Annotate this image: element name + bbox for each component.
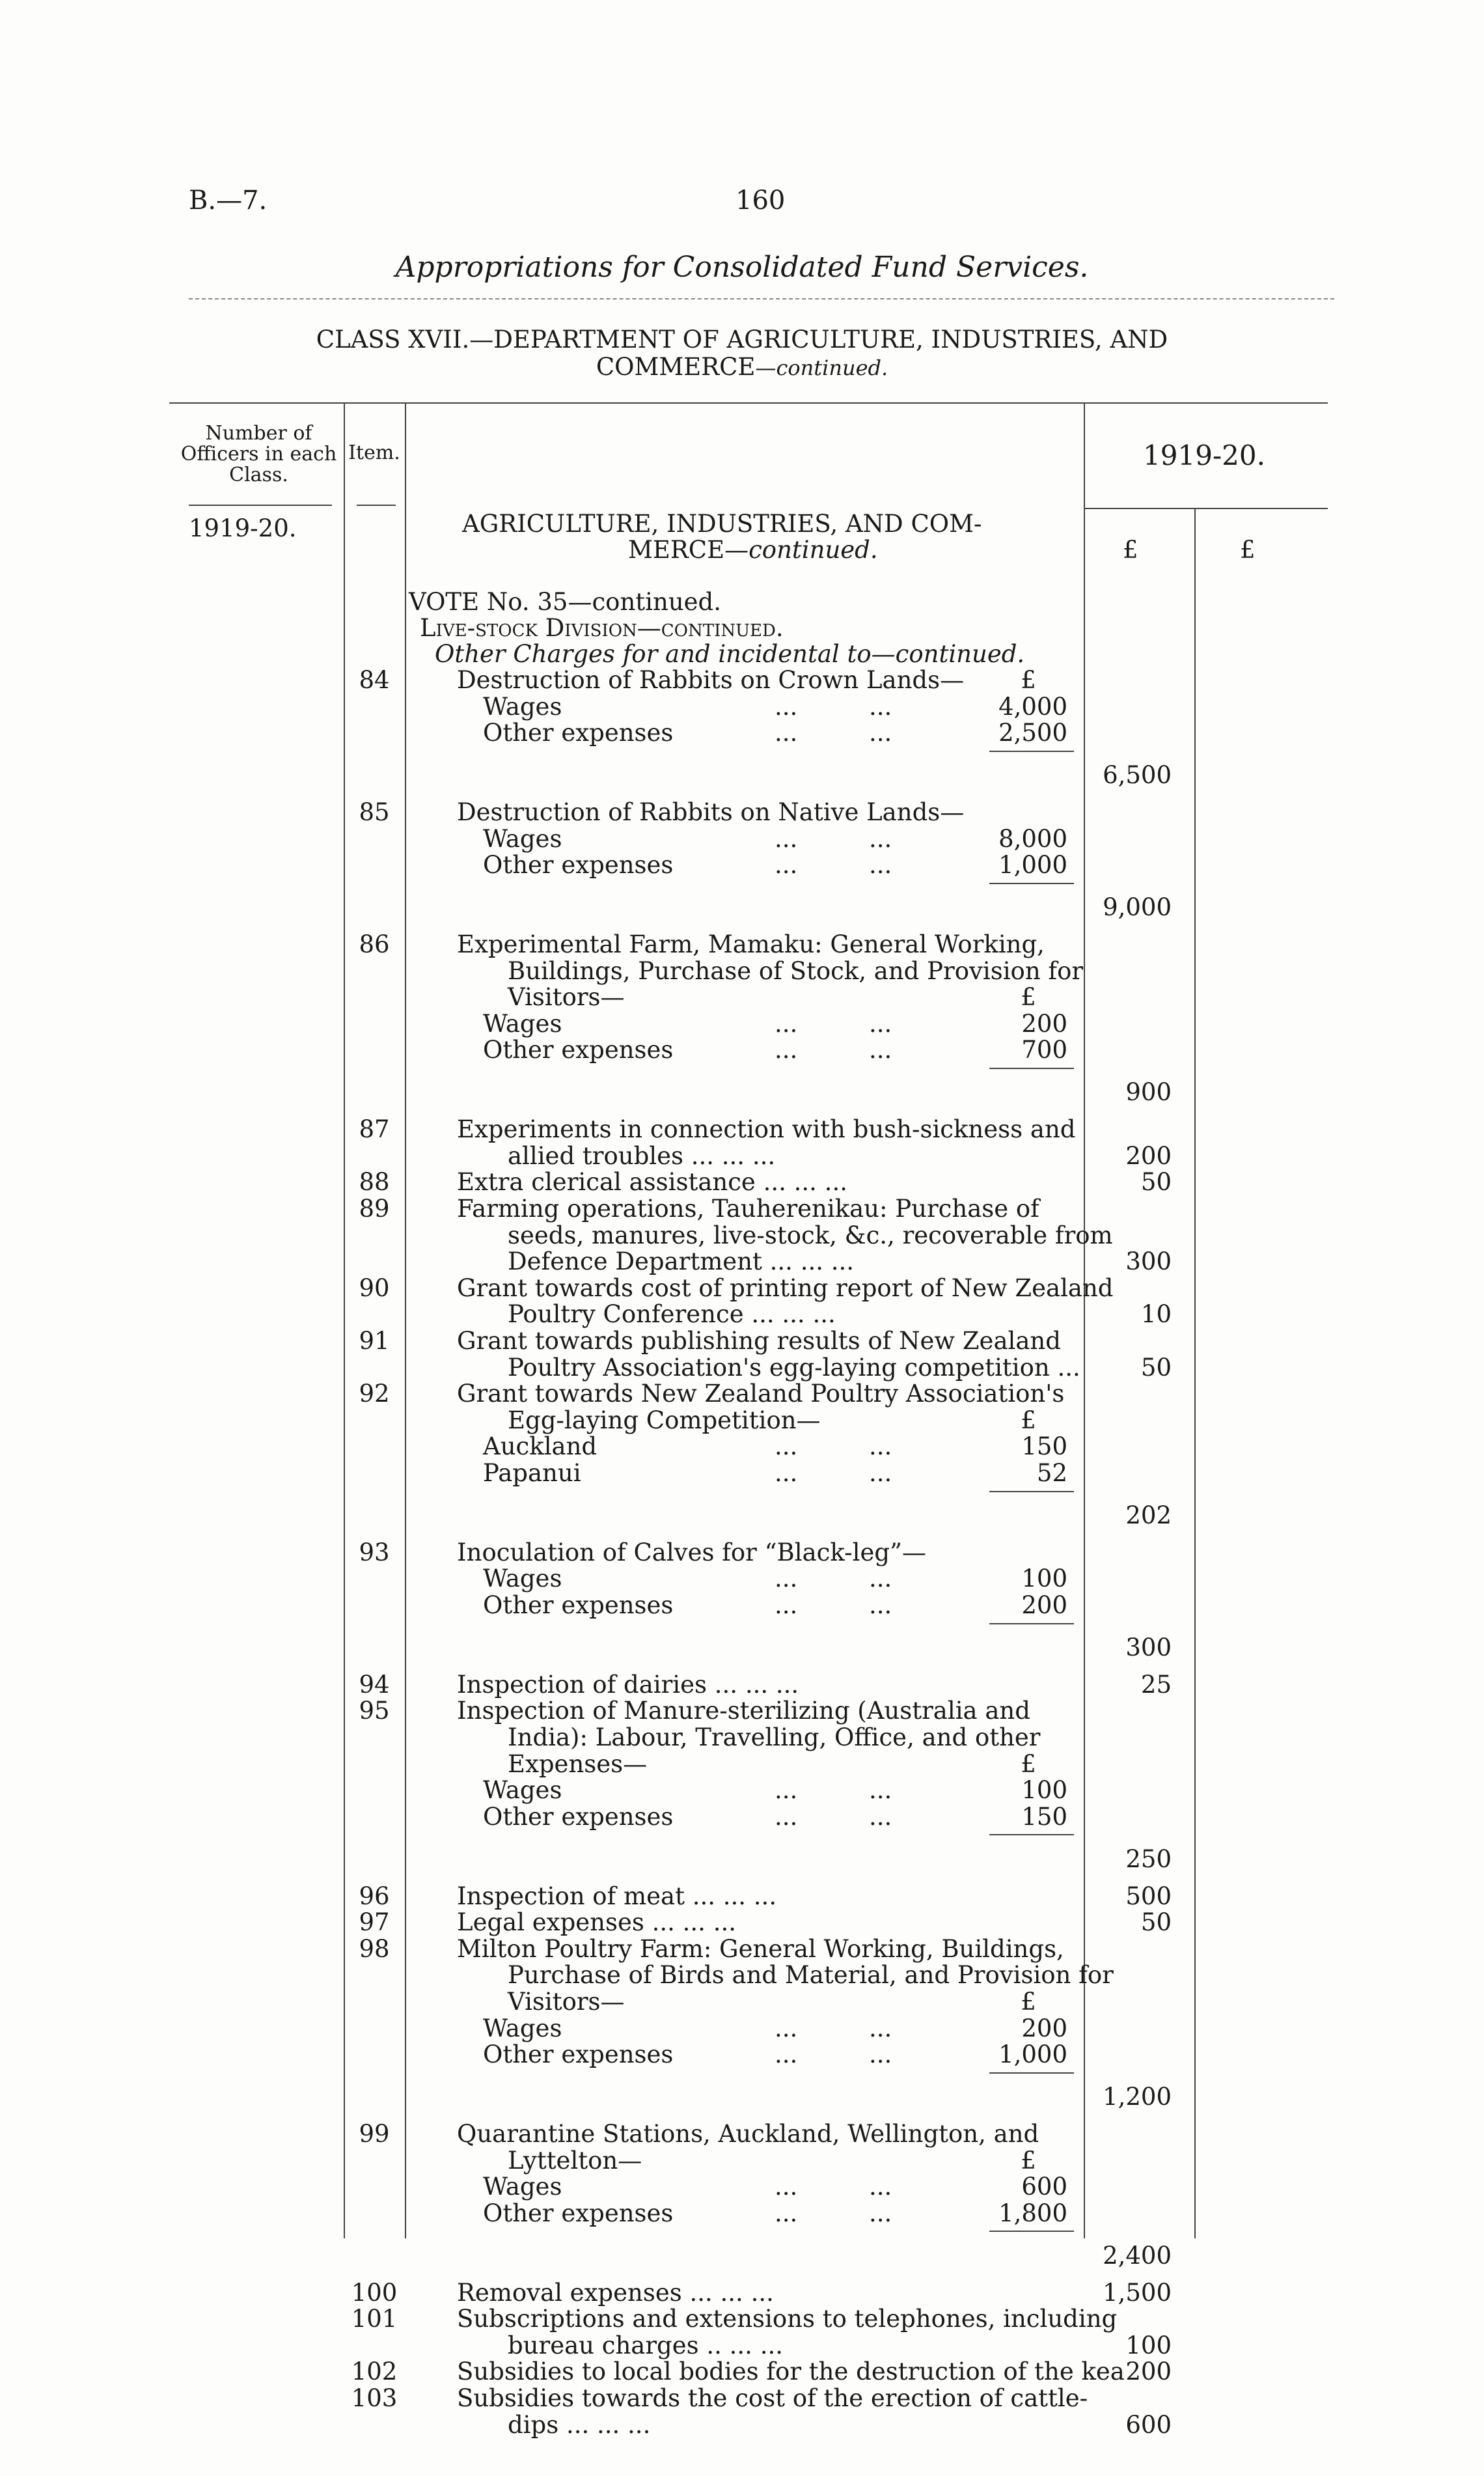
item-description: Subsidies towards the cost of the erection of cattle- (457, 2384, 1088, 2412)
item-number: 92 (359, 1380, 390, 1408)
item-total: 50 (1140, 1354, 1172, 1382)
sub-item-label: Wages (483, 1010, 562, 1038)
item-description: Destruction of Rabbits on Native Lands— (457, 798, 965, 826)
pound-sign: £ (1021, 2147, 1036, 2175)
subtotal-rule (989, 751, 1074, 752)
pound-sign-col1: £ (1123, 536, 1138, 564)
item-description: Subscriptions and extensions to telephones, including (457, 2305, 1118, 2333)
sub-item-amount: 200 (1021, 1591, 1067, 1619)
item-total: 50 (1140, 1168, 1172, 1196)
item-description: India): Labour, Travelling, Office, and other (508, 1723, 1041, 1751)
header-year: 1919-20. (1143, 439, 1265, 471)
item-number: 103 (351, 2384, 398, 2412)
col-line-amount (1194, 508, 1196, 2238)
header-officers: Number of Officers in each Class. (180, 422, 337, 486)
item-description: Poultry Association's egg-laying competition ... (508, 1354, 1080, 1382)
item-description: Lyttelton— (508, 2147, 642, 2175)
item-description: Expenses— (508, 1750, 648, 1778)
item-total: 250 (1125, 1845, 1172, 1873)
subtotal-rule (989, 1068, 1074, 1069)
sub-item-amount: 8,000 (998, 825, 1067, 853)
dots: ... (775, 2014, 798, 2042)
dots: ... (775, 2199, 798, 2227)
item-total: 2,400 (1103, 2242, 1172, 2270)
dots: ... (775, 1776, 798, 1804)
item-description: Inspection of Manure-sterilizing (Australia and (457, 1697, 1030, 1725)
sub-item-label: Other expenses (483, 2040, 674, 2068)
item-total: 50 (1140, 1908, 1172, 1936)
section-title-line2 (628, 537, 878, 563)
item-number: 101 (351, 2305, 398, 2333)
item-number: 86 (359, 930, 390, 958)
item-description: Experiments in connection with bush-sickness and (457, 1115, 1076, 1143)
sub-item-amount: 100 (1021, 1565, 1067, 1593)
dots: ... (869, 2199, 892, 2227)
dots: ... (869, 851, 892, 879)
item-description: Egg-laying Competition— (508, 1406, 821, 1434)
sub-item-label: Wages (483, 693, 562, 721)
item-description: Inspection of dairies ... ... ... (457, 1671, 799, 1699)
table-top-rule (169, 402, 1328, 404)
dots: ... (869, 1036, 892, 1064)
dots: ... (869, 1565, 892, 1593)
subtotal-rule (989, 1834, 1074, 1835)
dots: ... (775, 825, 798, 853)
sub-item-label: Auckland (483, 1432, 598, 1460)
item-number: 85 (359, 798, 390, 826)
item-total: 202 (1125, 1501, 1172, 1529)
sub-item-amount: 4,000 (998, 693, 1067, 721)
item-total: 500 (1125, 1882, 1172, 1910)
item-description: Buildings, Purchase of Stock, and Provision for (508, 957, 1084, 985)
item-number: 94 (359, 1671, 390, 1699)
item-total: 100 (1125, 2331, 1172, 2359)
dots: ... (775, 1010, 798, 1038)
item-description: Milton Poultry Farm: General Working, Buildings, (457, 1935, 1064, 1963)
vote-heading: VOTE No. 35—continued. (409, 588, 721, 616)
dots: ... (869, 2040, 892, 2068)
item-number: 88 (359, 1168, 390, 1196)
item-number: 84 (359, 666, 390, 694)
sub-item-amount: 150 (1021, 1803, 1067, 1831)
dots: ... (869, 1803, 892, 1831)
item-description: Farming operations, Tauherenikau: Purchase of (457, 1195, 1039, 1223)
dots: ... (869, 1459, 892, 1487)
sub-item-amount: 600 (1021, 2173, 1067, 2201)
sub-item-amount: 100 (1021, 1776, 1067, 1804)
item-description: seeds, manures, live-stock, &c., recoverable from (508, 1221, 1113, 1249)
header-rule-officers (189, 505, 332, 506)
item-total: 1,200 (1103, 2083, 1172, 2111)
dots: ... (775, 851, 798, 879)
col-line-officers (344, 402, 345, 2238)
item-description: Grant towards cost of printing report of New Zealand (457, 1274, 1114, 1302)
sub-item-amount: 700 (1021, 1036, 1067, 1064)
class-title-line2 (0, 353, 1484, 381)
item-description: Visitors— (508, 983, 625, 1011)
item-description: Grant towards New Zealand Poultry Association's (457, 1380, 1065, 1408)
item-description: Grant towards publishing results of New Zealand (457, 1327, 1061, 1355)
item-description: Poultry Conference ... ... ... (508, 1300, 836, 1328)
item-description: Inoculation of Calves for “Black-leg”— (457, 1538, 926, 1566)
dots: ... (869, 1776, 892, 1804)
class-title-continued: —continued. (755, 355, 888, 380)
dots: ... (775, 1432, 798, 1460)
item-number: 89 (359, 1195, 390, 1223)
subtotal-rule (989, 1623, 1074, 1624)
item-number: 100 (351, 2279, 398, 2307)
dots: ... (775, 1803, 798, 1831)
sub-item-amount: 200 (1021, 1010, 1067, 1038)
sub-item-amount: 1,000 (998, 851, 1067, 879)
subtotal-rule (989, 1491, 1074, 1492)
sub-item-label: Wages (483, 2014, 562, 2042)
item-description: Subsidies to local bodies for the destruction of the kea (457, 2358, 1125, 2386)
sub-item-label: Other expenses (483, 1803, 674, 1831)
item-description: Extra clerical assistance ... ... ... (457, 1168, 847, 1196)
item-total: 25 (1140, 1671, 1172, 1699)
other-charges-heading: Other Charges for and incidental to—continued. (435, 640, 1025, 668)
item-description: Visitors— (508, 1988, 625, 2016)
item-total: 200 (1125, 1142, 1172, 1170)
item-total: 600 (1125, 2411, 1172, 2439)
dots: ... (869, 1591, 892, 1619)
item-total: 9,000 (1103, 893, 1172, 921)
header-item: Item. (348, 441, 400, 464)
dots: ... (775, 2173, 798, 2201)
dots: ... (775, 719, 798, 747)
item-description: Legal expenses ... ... ... (457, 1908, 736, 1936)
item-number: 97 (359, 1908, 390, 1936)
item-number: 87 (359, 1115, 390, 1143)
pound-sign: £ (1021, 983, 1036, 1011)
item-description: Purchase of Birds and Material, and Provision for (508, 1961, 1114, 1989)
sub-item-label: Wages (483, 1565, 562, 1593)
dots: ... (775, 1591, 798, 1619)
item-total: 200 (1125, 2358, 1172, 2386)
item-number: 90 (359, 1274, 390, 1302)
pound-sign: £ (1021, 1750, 1036, 1778)
sub-item-label: Other expenses (483, 719, 674, 747)
pound-sign: £ (1021, 666, 1036, 694)
sub-item-amount: 150 (1021, 1432, 1067, 1460)
item-description: Defence Department ... ... ... (508, 1247, 855, 1275)
sub-item-label: Wages (483, 1776, 562, 1804)
item-description: Inspection of meat ... ... ... (457, 1882, 777, 1910)
item-description: Quarantine Stations, Auckland, Wellington, and (457, 2120, 1039, 2148)
page-ref: B.—7. (189, 186, 268, 216)
sub-item-label: Wages (483, 2173, 562, 2201)
officers-year: 1919-20. (189, 514, 297, 542)
dots: ... (869, 1432, 892, 1460)
item-total: 300 (1125, 1634, 1172, 1662)
item-number: 93 (359, 1538, 390, 1566)
dots: ... (775, 1565, 798, 1593)
item-total: 6,500 (1103, 761, 1172, 789)
item-description: Destruction of Rabbits on Crown Lands— (457, 666, 965, 694)
rule-dashed (189, 298, 1334, 299)
pound-sign: £ (1021, 1406, 1036, 1434)
dots: ... (869, 825, 892, 853)
item-number: 102 (351, 2358, 398, 2386)
sub-item-label: Other expenses (483, 1036, 674, 1064)
subtotal-rule (989, 883, 1074, 884)
class-title-commerce: COMMERCE (596, 353, 756, 381)
dots: ... (869, 719, 892, 747)
sub-item-label: Other expenses (483, 2199, 674, 2227)
sub-item-amount: 1,000 (998, 2040, 1067, 2068)
dots: ... (775, 1459, 798, 1487)
dots: ... (869, 693, 892, 721)
pound-sign-col2: £ (1240, 536, 1256, 564)
section-title-merce: MERCE (628, 536, 725, 564)
item-number: 96 (359, 1882, 390, 1910)
dots: ... (869, 2014, 892, 2042)
dots: ... (775, 2040, 798, 2068)
sub-item-label: Papanui (483, 1459, 581, 1487)
dots: ... (869, 2173, 892, 2201)
section-title-continued: —continued. (724, 536, 878, 564)
item-total: 10 (1140, 1300, 1172, 1328)
item-number: 95 (359, 1697, 390, 1725)
item-description: dips ... ... ... (508, 2411, 651, 2439)
subtotal-rule (989, 2072, 1074, 2074)
item-number: 91 (359, 1327, 390, 1355)
sub-item-amount: 52 (1036, 1459, 1067, 1487)
item-number: 98 (359, 1935, 390, 1963)
item-total: 1,500 (1103, 2279, 1172, 2307)
sub-item-label: Other expenses (483, 851, 674, 879)
item-number: 99 (359, 2120, 390, 2148)
page-number: 160 (735, 186, 786, 216)
item-description: allied troubles ... ... ... (508, 1142, 776, 1170)
sub-item-amount: 1,800 (998, 2199, 1067, 2227)
dots: ... (869, 1010, 892, 1038)
header-rule-year (1084, 508, 1328, 509)
item-total: 300 (1125, 1247, 1172, 1275)
class-title-line1: CLASS XVII.—DEPARTMENT OF AGRICULTURE, INDUSTRIES, AND (316, 326, 1168, 354)
dots: ... (775, 693, 798, 721)
item-total: 900 (1125, 1078, 1172, 1106)
item-description: Removal expenses ... ... ... (457, 2279, 774, 2307)
item-description: Experimental Farm, Mamaku: General Working, (457, 930, 1045, 958)
col-line-item (405, 402, 406, 2238)
section-title-line1: AGRICULTURE, INDUSTRIES, AND COM- (462, 510, 982, 538)
subtotal-rule (989, 2231, 1074, 2232)
sub-item-amount: 2,500 (998, 719, 1067, 747)
sub-item-amount: 200 (1021, 2014, 1067, 2042)
sub-item-label: Wages (483, 825, 562, 853)
dots: ... (775, 1036, 798, 1064)
pound-sign: £ (1021, 1988, 1036, 2016)
running-title: Appropriations for Consolidated Fund Services. (395, 251, 1089, 284)
division-heading: Live-stock Division—continued. (420, 614, 784, 642)
sub-item-label: Other expenses (483, 1591, 674, 1619)
header-rule-item (357, 505, 396, 506)
item-description: bureau charges .. ... ... (508, 2331, 783, 2359)
